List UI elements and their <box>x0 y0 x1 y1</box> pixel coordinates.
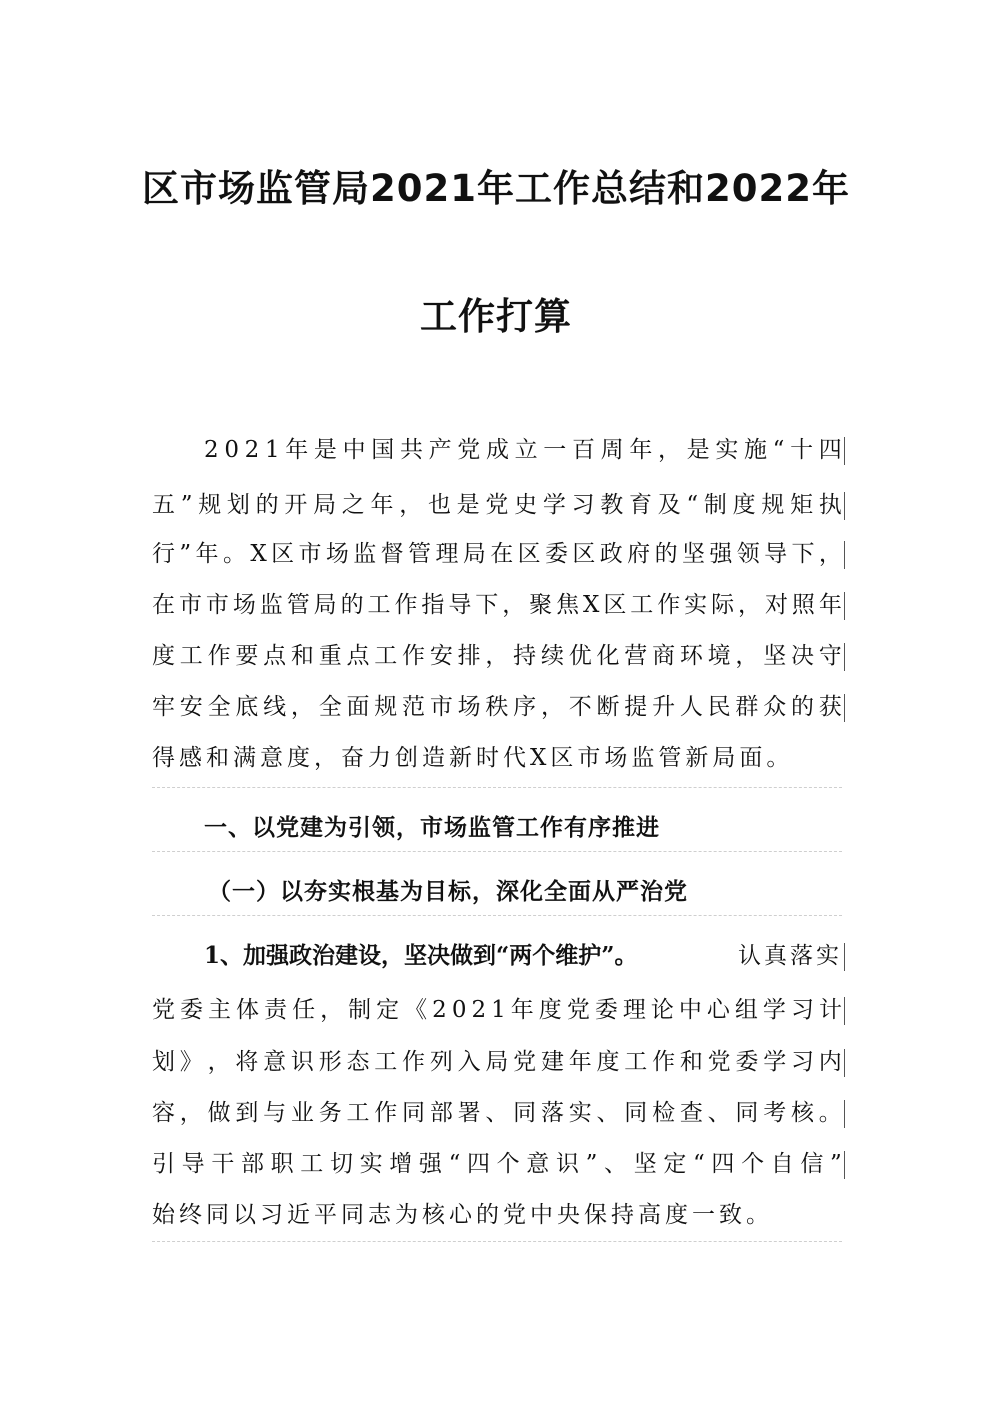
section-heading: 一、以党建为引领，市场监管工作有序推进 <box>204 814 660 841</box>
item-first-line <box>204 936 842 976</box>
paragraph-line: 党 委 主 体 责 任 ， 制 定 《 2 0 2 1 年 度 党 委 理 论 中 心 组 学 习 计 <box>152 997 842 1023</box>
document-title-line-1: 区市场监管局2021年工作总结和2022年 <box>142 167 850 210</box>
subsection-heading: （一）以夯实根基为目标，深化全面从严治党 <box>208 878 688 905</box>
line-divider <box>152 787 842 788</box>
margin-mark <box>844 997 845 1025</box>
margin-mark <box>844 694 845 722</box>
margin-mark <box>844 1151 845 1179</box>
line-divider <box>152 915 842 916</box>
document-title-line-2: 工作打算 <box>420 295 572 338</box>
margin-mark <box>844 437 845 465</box>
paragraph-line: 牢 安 全 底 线 ， 全 面 规 范 市 场 秩 序 ， 不 断 提 升 人 民 群 众 的 获 <box>152 694 842 720</box>
item-text: 认真落实 <box>738 943 842 969</box>
paragraph-line: 始终同以习近平同志为核心的党中央保持高度一致。 <box>152 1202 773 1228</box>
margin-mark <box>844 1049 845 1077</box>
item-heading: 1、加强政治建设，坚决做到“两个维护”。 <box>204 942 638 969</box>
line-divider <box>152 851 842 852</box>
margin-mark <box>844 541 845 569</box>
paragraph-line: 容 ， 做 到 与 业 务 工 作 同 部 署 、 同 落 实 、 同 检 查 、 同 考 核 。 <box>152 1100 842 1126</box>
margin-mark <box>844 643 845 671</box>
paragraph-line: 五 ” 规 划 的 开 局 之 年 ， 也 是 党 史 学 习 教 育 及 “ 制 度 规 矩 执 <box>152 492 842 518</box>
paragraph-line: 得感和满意度，奋力创造新时代X区市场监管新局面。 <box>152 745 794 771</box>
paragraph-line: 在 市 市 场 监 管 局 的 工 作 指 导 下 ， 聚 焦 X 区 工 作 实 际 ， 对 照 年 <box>152 592 842 618</box>
margin-mark <box>844 1100 845 1128</box>
paragraph-line: 划 》 ， 将 意 识 形 态 工 作 列 入 局 党 建 年 度 工 作 和 党 委 学 习 内 <box>152 1049 842 1075</box>
paragraph-line: 引 导 干 部 职 工 切 实 增 强 “ 四 个 意 识 ” 、 坚 定 “ 四 个 自 信 ” <box>152 1151 842 1177</box>
paragraph-line: 行 ” 年 。 X 区 市 场 监 督 管 理 局 在 区 委 区 政 府 的 坚 强 领 导 下 ， <box>152 541 842 567</box>
paragraph-line: 2 0 2 1 年 是 中 国 共 产 党 成 立 一 百 周 年 ， 是 实 施 “ 十 四 <box>204 437 842 463</box>
margin-mark <box>844 492 845 520</box>
margin-mark <box>844 943 845 971</box>
paragraph-line: 度 工 作 要 点 和 重 点 工 作 安 排 ， 持 续 优 化 营 商 环 境 ， 坚 决 守 <box>152 643 842 669</box>
line-divider <box>152 1241 842 1242</box>
margin-mark <box>844 592 845 620</box>
